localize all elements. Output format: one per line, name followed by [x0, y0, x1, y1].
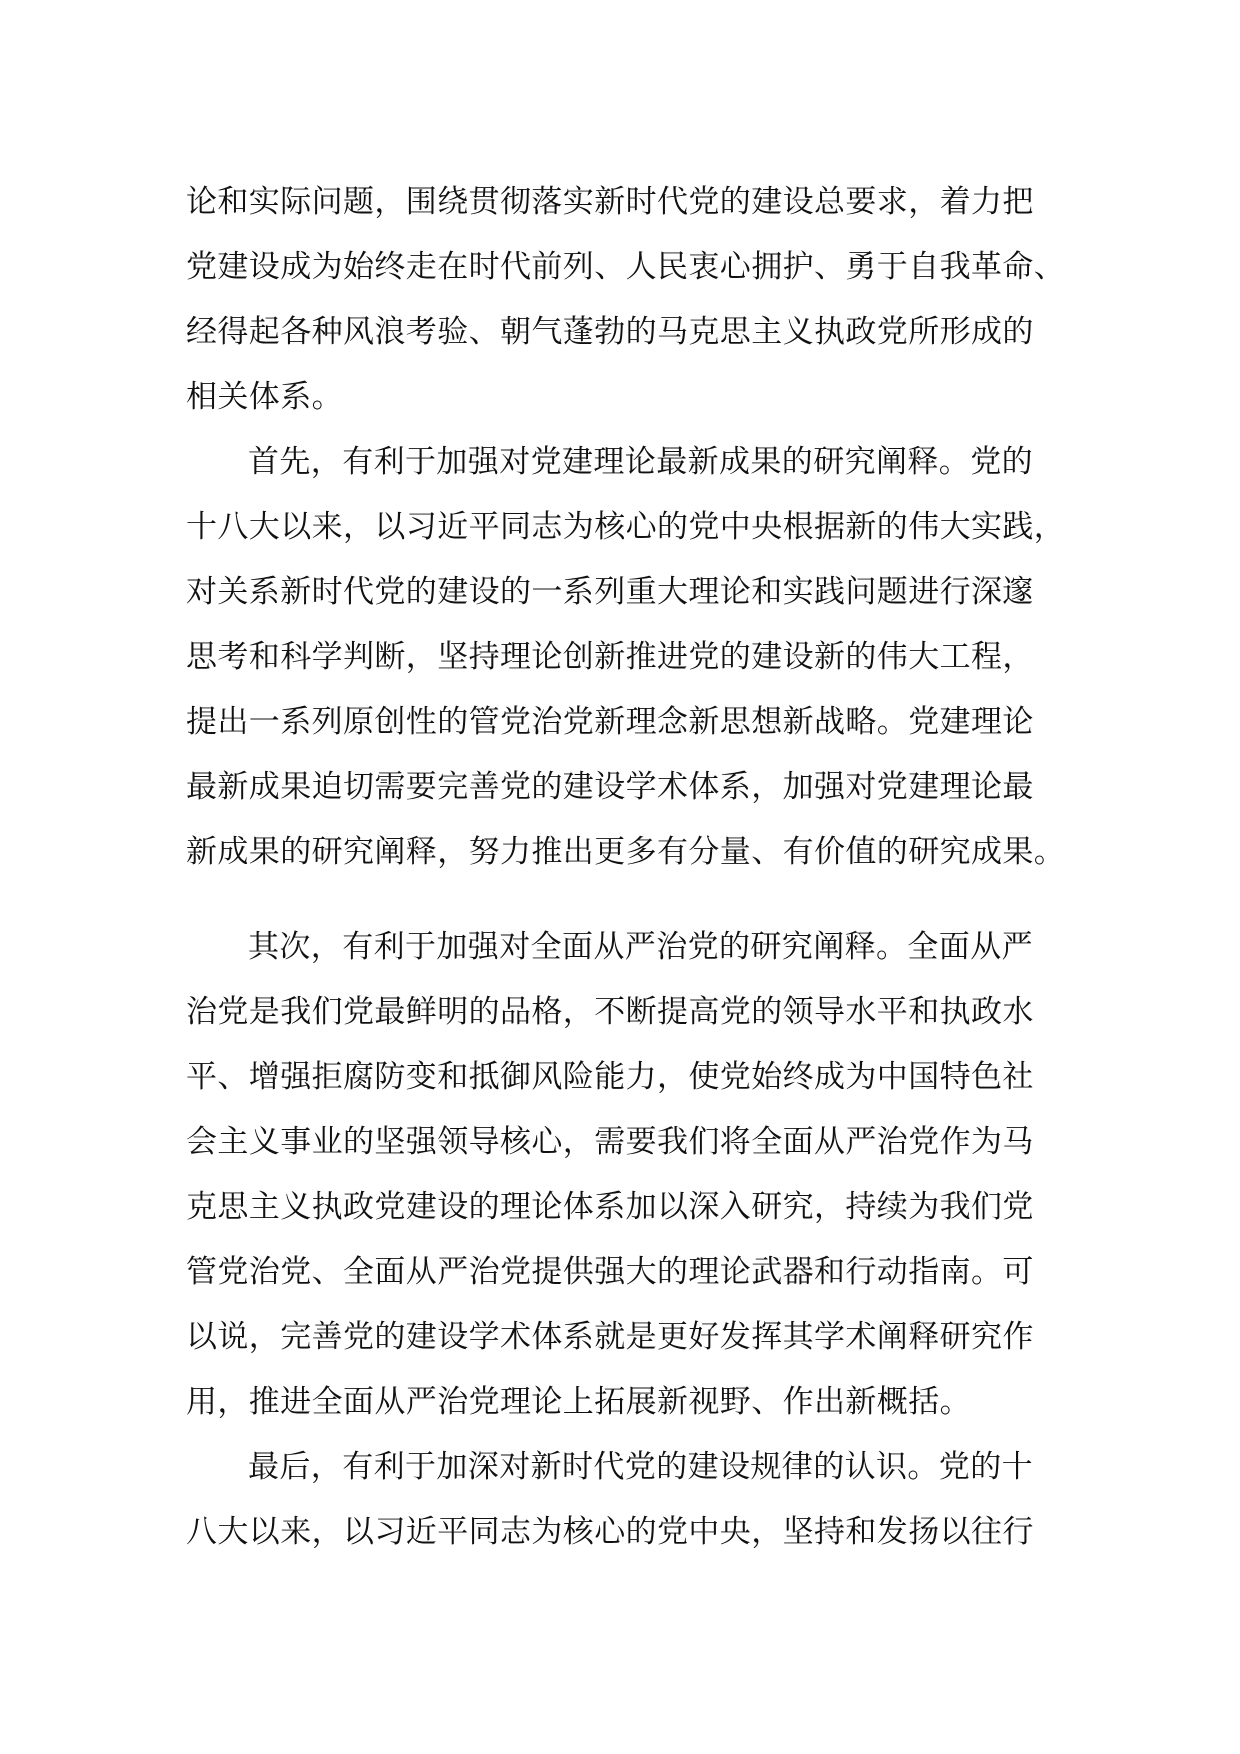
text-line: 会主义事业的坚强领导核心，需要我们将全面从严治党作为马 [186, 1124, 1034, 1160]
text-line: 新成果的研究阐释，努力推出更多有分量、有价值的研究成果。 [186, 834, 1066, 870]
text-line: 最后，有利于加深对新时代党的建设规律的认识。党的十 [248, 1449, 1033, 1485]
text-line: 最新成果迫切需要完善党的建设学术体系，加强对党建理论最 [186, 769, 1034, 805]
document-body [186, 170, 1076, 1565]
text-line: 其次，有利于加强对全面从严治党的研究阐释。全面从严 [248, 929, 1033, 965]
text-line: 以说，完善党的建设学术体系就是更好发挥其学术阐释研究作 [186, 1319, 1034, 1355]
text-line: 治党是我们党最鲜明的品格，不断提高党的领导水平和执政水 [186, 994, 1034, 1030]
text-line: 对关系新时代党的建设的一系列重大理论和实践问题进行深邃 [186, 574, 1034, 610]
text-line: 八大以来，以习近平同志为核心的党中央，坚持和发扬以往行 [186, 1514, 1034, 1550]
text-line: 用，推进全面从严治党理论上拓展新视野、作出新概括。 [186, 1384, 971, 1420]
text-line: 党建设成为始终走在时代前列、人民衷心拥护、勇于自我革命、 [186, 249, 1066, 285]
paragraph [186, 915, 1076, 1435]
paragraph [186, 1435, 1076, 1565]
text-line: 克思主义执政党建设的理论体系加以深入研究，持续为我们党 [186, 1189, 1034, 1225]
text-line: 管党治党、全面从严治党提供强大的理论武器和行动指南。可 [186, 1254, 1034, 1290]
text-line: 首先，有利于加强对党建理论最新成果的研究阐释。党的 [248, 444, 1033, 480]
text-line: 相关体系。 [186, 379, 343, 415]
text-line: 思考和科学判断，坚持理论创新推进党的建设新的伟大工程， [186, 639, 1034, 675]
text-line: 经得起各种风浪考验、朝气蓬勃的马克思主义执政党所形成的 [186, 314, 1034, 350]
paragraph [186, 170, 1076, 430]
paragraph [186, 430, 1076, 885]
text-line: 论和实际问题，围绕贯彻落实新时代党的建设总要求，着力把 [186, 184, 1034, 220]
text-line: 十八大以来，以习近平同志为核心的党中央根据新的伟大实践， [186, 509, 1066, 545]
text-line: 提出一系列原创性的管党治党新理念新思想新战略。党建理论 [186, 704, 1034, 740]
text-line: 平、增强拒腐防变和抵御风险能力，使党始终成为中国特色社 [186, 1059, 1034, 1095]
paragraph-spacer [186, 885, 1076, 915]
